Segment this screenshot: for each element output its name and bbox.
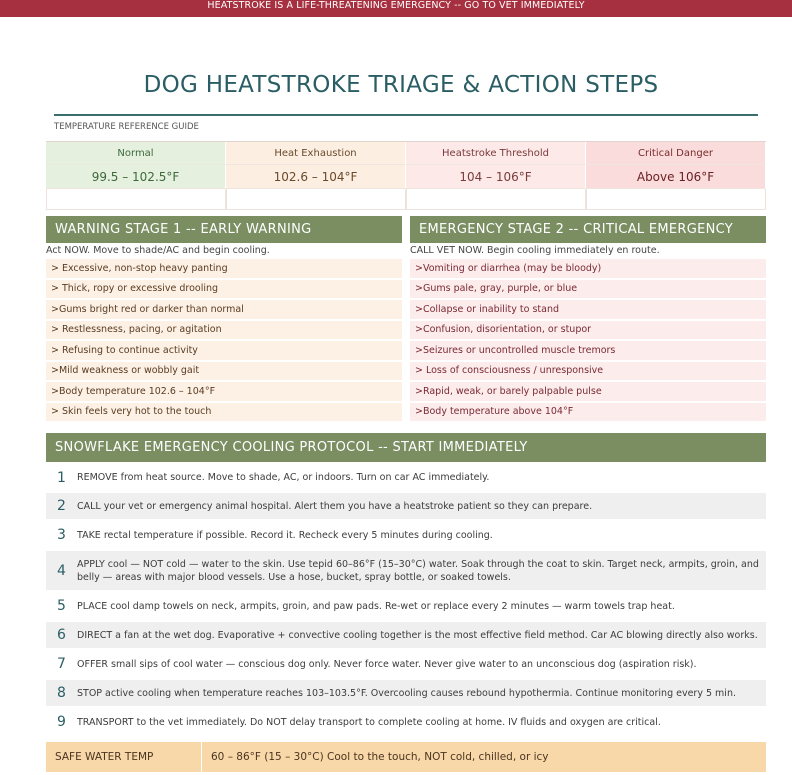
stage2-note: CALL VET NOW. Begin cooling immediately en route.	[410, 245, 660, 256]
list-item: >Gums pale, gray, purple, or blue	[410, 280, 766, 299]
list-item: >Seizures or uncontrolled muscle tremors	[410, 341, 766, 360]
protocol-header: SNOWFLAKE EMERGENCY COOLING PROTOCOL -- START IMMEDIATELY	[46, 433, 766, 462]
stage2-header: EMERGENCY STAGE 2 -- CRITICAL EMERGENCY	[410, 216, 766, 243]
page-title: DOG HEATSTROKE TRIAGE & ACTION STEPS	[143, 72, 659, 98]
protocol-step-5	[46, 593, 766, 619]
list-item: > Restlessness, pacing, or agitation	[46, 321, 402, 340]
protocol-step-1	[46, 465, 766, 490]
stage2-list	[410, 259, 766, 423]
step-text: CALL your vet or emergency animal hospital. Alert them you have a heatstroke patient so they can prepare.	[77, 500, 593, 512]
ref-header-critical: Critical Danger	[586, 142, 766, 165]
emergency-banner: HEATSTROKE IS A LIFE-THREATENING EMERGENCY -- GO TO VET IMMEDIATELY	[0, 0, 792, 17]
step-number: 1	[57, 469, 66, 486]
ref-header-heatstroke: Heatstroke Threshold	[406, 142, 586, 165]
list-item: > Thick, ropy or excessive drooling	[46, 280, 402, 299]
list-item: > Skin feels very hot to the touch	[46, 403, 402, 422]
protocol-step-6	[46, 622, 766, 648]
ref-value-critical: Above 106°F	[586, 165, 766, 189]
step-number: 9	[57, 714, 66, 730]
ref-empty-cell	[586, 189, 766, 210]
stage1-list	[46, 259, 402, 423]
step-text: TAKE rectal temperature if possible. Record it. Recheck every 5 minutes during cooling.	[77, 529, 493, 541]
list-item: > Excessive, non-stop heavy panting	[46, 259, 402, 278]
safe-water-text: 60 – 86°F (15 – 30°C) Cool to the touch, NOT cold, chilled, or icy	[211, 751, 549, 763]
protocol-step-8	[46, 680, 766, 706]
protocol-step-9	[46, 709, 766, 735]
safe-water-temp-bar	[46, 742, 766, 772]
list-item: >Gums bright red or darker than normal	[46, 300, 402, 319]
list-item: >Body temperature above 104°F	[410, 403, 766, 422]
ref-header-normal: Normal	[46, 142, 226, 165]
step-text: OFFER small sips of cool water — conscious dog only. Never force water. Never give water to an unconscious dog (aspiration risk).	[77, 658, 697, 670]
list-item: > Loss of consciousness / unresponsive	[410, 362, 766, 381]
ref-empty-cell	[46, 189, 226, 210]
protocol-step-4	[46, 551, 766, 590]
step-number: 2	[57, 498, 66, 514]
stage1-note: Act NOW. Move to shade/AC and begin cooling.	[46, 245, 270, 256]
temperature-reference-table	[46, 141, 766, 210]
step-number: 3	[57, 527, 66, 543]
ref-empty-cell	[226, 189, 406, 210]
list-item: >Rapid, weak, or barely palpable pulse	[410, 382, 766, 401]
list-item: >Collapse or inability to stand	[410, 300, 766, 319]
ref-header-heat-exhaustion: Heat Exhaustion	[226, 142, 406, 165]
step-text: TRANSPORT to the vet immediately. Do NOT delay transport to complete cooling at home. IV fluids and oxygen are critical.	[77, 716, 661, 728]
step-number: 6	[57, 627, 66, 643]
safe-water-label: SAFE WATER TEMP	[55, 751, 154, 763]
ref-value-heatstroke: 104 – 106°F	[406, 165, 586, 189]
step-number: 4	[57, 562, 66, 579]
step-text: PLACE cool damp towels on neck, armpits, groin, and paw pads. Re-wet or replace every 2 minutes — warm towels trap heat.	[77, 600, 675, 612]
step-text: STOP active cooling when temperature reaches 103–103.5°F. Overcooling causes rebound hypothermia. Continue monitoring every 5 min.	[77, 687, 736, 699]
step-text: APPLY cool — NOT cold — water to the skin. Use tepid 60–86°F (15–30°C) water. Soak through the coat to skin. Target neck, armpits, groin, and belly — areas with major blood vessels. Use a hose, bucket, spray bottle, or soaked towels.	[77, 558, 759, 583]
list-item: >Vomiting or diarrhea (may be bloody)	[410, 259, 766, 278]
protocol-step-3	[46, 522, 766, 548]
step-text: DIRECT a fan at the wet dog. Evaporative + convective cooling together is the most effective field method. Car AC blowing directly also works.	[77, 629, 758, 641]
step-number: 7	[57, 656, 66, 672]
protocol-step-2	[46, 493, 766, 519]
ref-empty-cell	[406, 189, 586, 210]
ref-value-normal: 99.5 – 102.5°F	[46, 165, 226, 189]
list-item: >Body temperature 102.6 – 104°F	[46, 382, 402, 401]
list-item: > Refusing to continue activity	[46, 341, 402, 360]
step-number: 8	[57, 685, 66, 701]
protocol-step-7	[46, 651, 766, 677]
list-item: >Confusion, disorientation, or stupor	[410, 321, 766, 340]
ref-value-heat-exhaustion: 102.6 – 104°F	[226, 165, 406, 189]
step-number: 5	[57, 598, 66, 614]
stage1-header: WARNING STAGE 1 -- EARLY WARNING	[46, 216, 402, 243]
step-text: REMOVE from heat source. Move to shade, AC, or indoors. Turn on car AC immediately.	[77, 472, 490, 483]
reference-label: TEMPERATURE REFERENCE GUIDE	[54, 122, 199, 132]
title-divider	[54, 114, 758, 116]
list-item: >Mild weakness or wobbly gait	[46, 362, 402, 381]
